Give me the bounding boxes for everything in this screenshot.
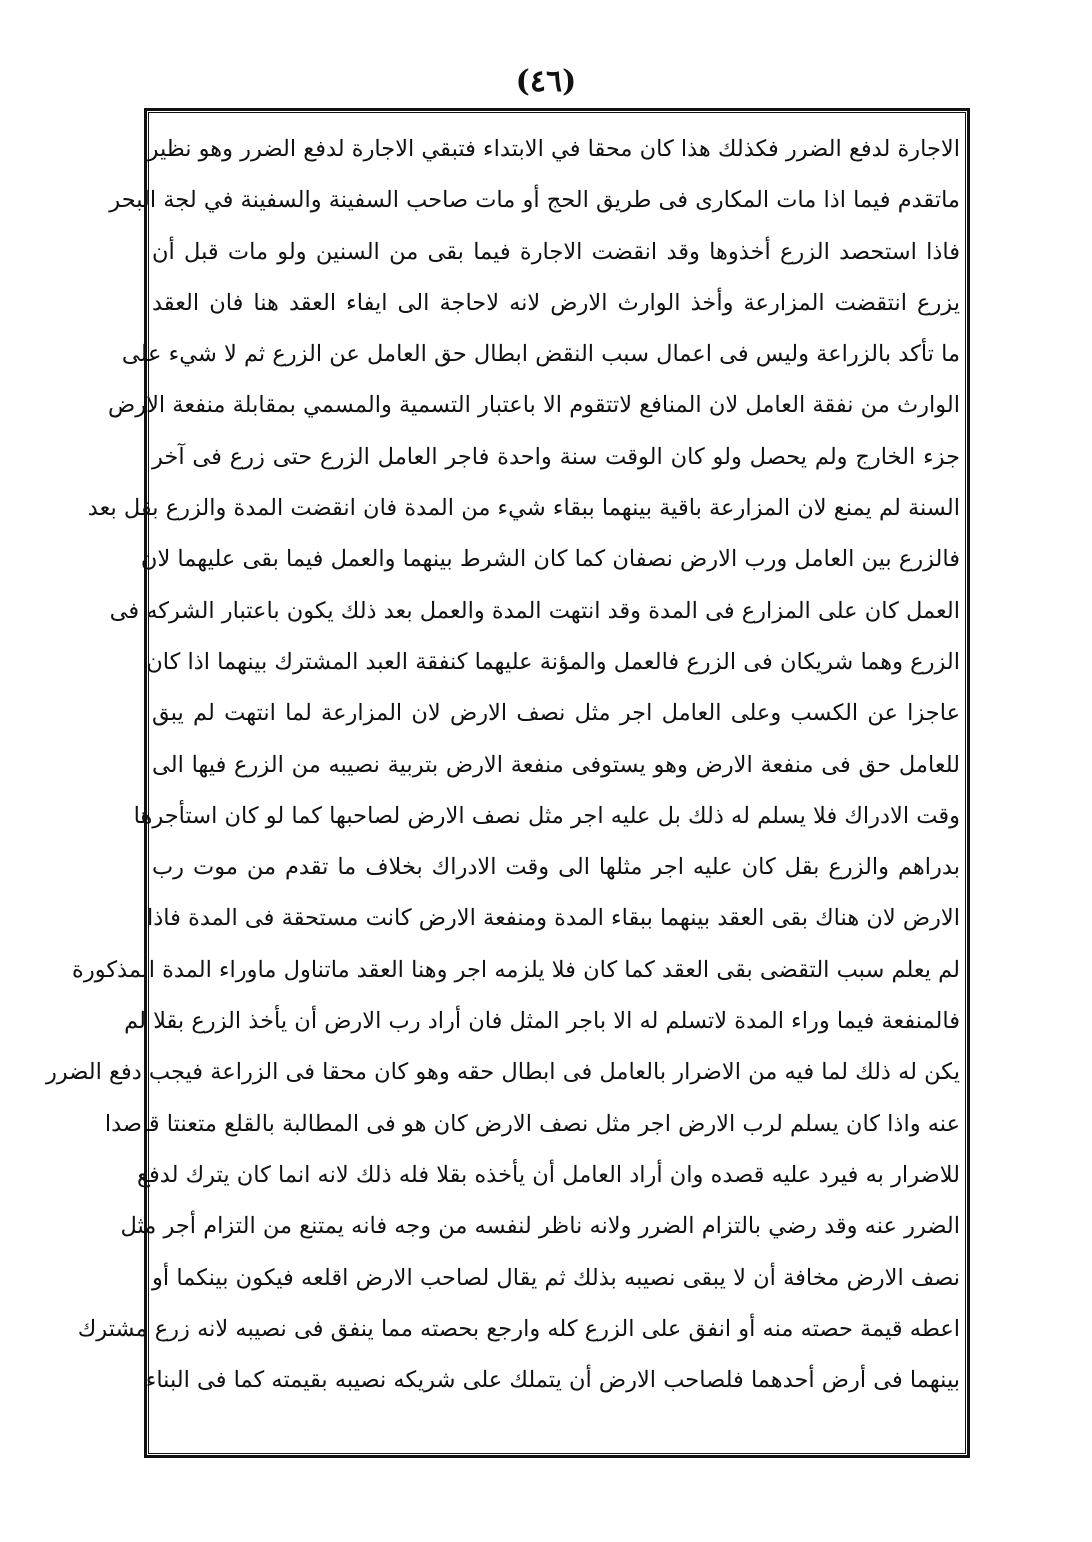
text-line: فاذا استحصد الزرع أخذوها وقد انقضت الاجارة فيما بقى من السنين ولو مات قبل أن [152, 238, 960, 265]
text-line: نصف الارض مخافة أن لا يبقى نصيبه بذلك ثم يقال لصاحب الارض اقلعه فيكون بينكما أو [152, 1264, 960, 1291]
page-number: (٤٦) [515, 64, 577, 99]
text-line: بدراهم والزرع بقل كان عليه اجر مثلها الى وقت الادراك بخلاف ما تقدم من موت رب [152, 854, 960, 881]
text-line: وقت الادراك فلا يسلم له ذلك بل عليه اجر مثل نصف الارض لصاحبها كما لو كان استأجرها [133, 802, 960, 829]
text-line: بينهما فى أرض أحدهما فلصاحب الارض أن يتملك على شريكه نصيبه بقيمته كما فى البناء [145, 1367, 960, 1394]
text-line: يزرع انتقضت المزارعة وأخذ الوارث الارض لانه لاحاجة الى ايفاء العقد هنا فان العقد [152, 289, 960, 316]
text-line: الاجارة لدفع الضرر فكذلك هذا كان محقا في الابتداء فتبقي الاجارة لدفع الضرر وهو نظير [147, 136, 960, 162]
text-line: للاضرار به فيرد عليه قصده وان أراد العامل أن يأخذه بقلا فله ذلك لانه انما كان يترك لدفع [137, 1161, 960, 1188]
text-line: لم يعلم سبب التقضى بقى العقد كما كان فلا يلزمه اجر وهنا العقد ماتناول ماوراء المدة المذكورة [72, 956, 960, 983]
text-line: الارض لان هناك بقى العقد بينهما ببقاء المدة ومنفعة الارض كانت مستحقة فى المدة فاذا [147, 905, 960, 932]
text-line: للعامل حق فى منفعة الارض وهو يستوفى منفعة الارض بتربية نصيبه من الزرع فيها الى [152, 751, 960, 778]
text-line: ماتقدم فيما اذا مات المكارى فى طريق الحج أو مات صاحب السفينة والسفينة في لجة البحر [109, 187, 960, 214]
text-line: العمل كان على المزارع فى المدة وقد انتهت المدة والعمل بعد ذلك يكون باعتبار الشركه فى [109, 597, 960, 624]
text-line: عنه واذا كان يسلم لرب الارض اجر مثل نصف الارض كان هو فى المطالبة بالقلع متعنتا قاصدا [104, 1110, 960, 1137]
text-line: اعطه قيمة حصته منه أو انفق على الزرع كله وارجع بحصته مما ينفق فى نصيبه لانه زرع مشترك [77, 1315, 960, 1342]
text-line: فالمنفعة فيما وراء المدة لاتسلم له الا باجر المثل فان أراد رب الارض أن يأخذ الزرع بقلا لم [124, 1008, 960, 1035]
text-line: جزء الخارج ولم يحصل ولو كان الوقت سنة واحدة فاجر العامل الزرع حتى زرع فى آخر [152, 443, 960, 470]
text-line: السنة لم يمنع لان المزارعة باقية بينهما ببقاء شيء من المدة فان انقضت المدة والزرع بقل بعد [87, 495, 960, 522]
text-line: الوارث من نفقة العامل لان المنافع لاتتقوم الا باعتبار التسمية والمسمي بمقابلة منفعة الارض [108, 392, 960, 419]
text-line: الزرع وهما شريكان فى الزرع فالعمل والمؤنة عليهما كنفقة العبد المشترك بينهما اذا كان [146, 648, 960, 675]
page-body-text [45, 124, 960, 1406]
text-line: فالزرع بين العامل ورب الارض نصفان كما كان الشرط بينهما والعمل فيما بقى عليهما لان [140, 546, 960, 573]
text-line: الضرر عنه وقد رضي بالتزام الضرر ولانه ناظر لنفسه من وجه فانه يمتنع من التزام أجر مثل [120, 1213, 960, 1240]
text-line: يكن له ذلك لما فيه من الاضرار بالعامل فى ابطال حقه وهو كان محقا فى الزراعة فيجب دفع الضرر [45, 1059, 960, 1086]
text-line: عاجزا عن الكسب وعلى العامل اجر مثل نصف الارض لان المزارعة لما انتهت لم يبق [152, 700, 960, 727]
text-line: ما تأكد بالزراعة وليس فى اعمال سبب النقض ابطال حق العامل عن الزرع ثم لا شيء على [121, 341, 960, 368]
